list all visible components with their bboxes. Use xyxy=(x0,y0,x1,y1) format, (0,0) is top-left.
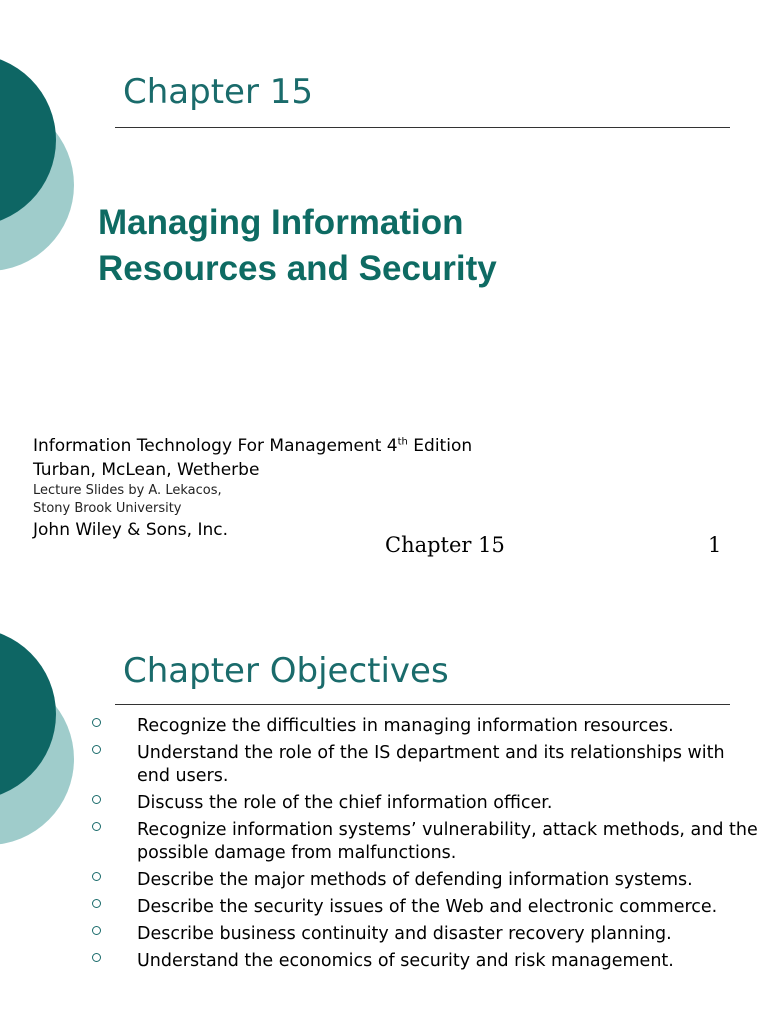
book-title xyxy=(33,434,472,458)
objective-item xyxy=(88,742,758,788)
circle-bullet-icon xyxy=(92,795,101,804)
chapter-heading: Chapter 15 xyxy=(123,72,314,112)
presentation-title xyxy=(98,200,497,292)
objective-text: Understand the economics of security and risk management. xyxy=(137,951,674,971)
book-authors: Turban, McLean, Wetherbe xyxy=(33,460,260,480)
university: Stony Brook University xyxy=(33,501,182,516)
heading-divider xyxy=(115,704,730,705)
footer-chapter-label: Chapter 15 xyxy=(385,533,505,557)
objectives-heading: Chapter Objectives xyxy=(123,651,449,691)
circle-bullet-icon xyxy=(92,718,101,727)
objective-text: Recognize the difficulties in managing information resources. xyxy=(137,716,674,736)
heading-divider xyxy=(115,127,730,128)
objectives-list xyxy=(88,715,758,977)
book-title-prefix: Information Technology For Management 4 xyxy=(33,436,398,456)
title-line-1: Managing Information xyxy=(98,203,464,242)
circle-bullet-icon xyxy=(92,899,101,908)
objective-item xyxy=(88,923,758,946)
book-credits xyxy=(33,434,472,542)
objective-text: Describe the security issues of the Web and electronic commerce. xyxy=(137,897,718,917)
objective-text: Discuss the role of the chief information officer. xyxy=(137,793,553,813)
objective-item xyxy=(88,715,758,738)
footer-slide-number: 1 xyxy=(708,533,722,557)
title-line-2: Resources and Security xyxy=(98,249,497,288)
objective-item xyxy=(88,819,758,865)
objective-text: Describe business continuity and disaster recovery planning. xyxy=(137,924,672,944)
objective-item xyxy=(88,869,758,892)
decorative-circles xyxy=(0,0,90,320)
decorative-circles xyxy=(0,576,90,896)
circle-bullet-icon xyxy=(92,926,101,935)
circle-bullet-icon xyxy=(92,953,101,962)
book-title-suffix: Edition xyxy=(407,436,473,456)
publisher: John Wiley & Sons, Inc. xyxy=(33,520,229,540)
objective-text: Understand the role of the IS department and its relationships with end users. xyxy=(137,743,725,786)
slide-2 xyxy=(0,576,768,1024)
circle-bullet-icon xyxy=(92,822,101,831)
lecture-credit: Lecture Slides by A. Lekacos, xyxy=(33,483,222,498)
circle-bullet-icon xyxy=(92,872,101,881)
objective-item xyxy=(88,896,758,919)
objective-item xyxy=(88,950,758,973)
objective-text: Recognize information systems’ vulnerability, attack methods, and the possible damage from malfunctions. xyxy=(137,820,758,863)
circle-bullet-icon xyxy=(92,745,101,754)
book-title-sup: th xyxy=(397,436,408,448)
objective-item xyxy=(88,792,758,815)
objective-text: Describe the major methods of defending information systems. xyxy=(137,870,693,890)
